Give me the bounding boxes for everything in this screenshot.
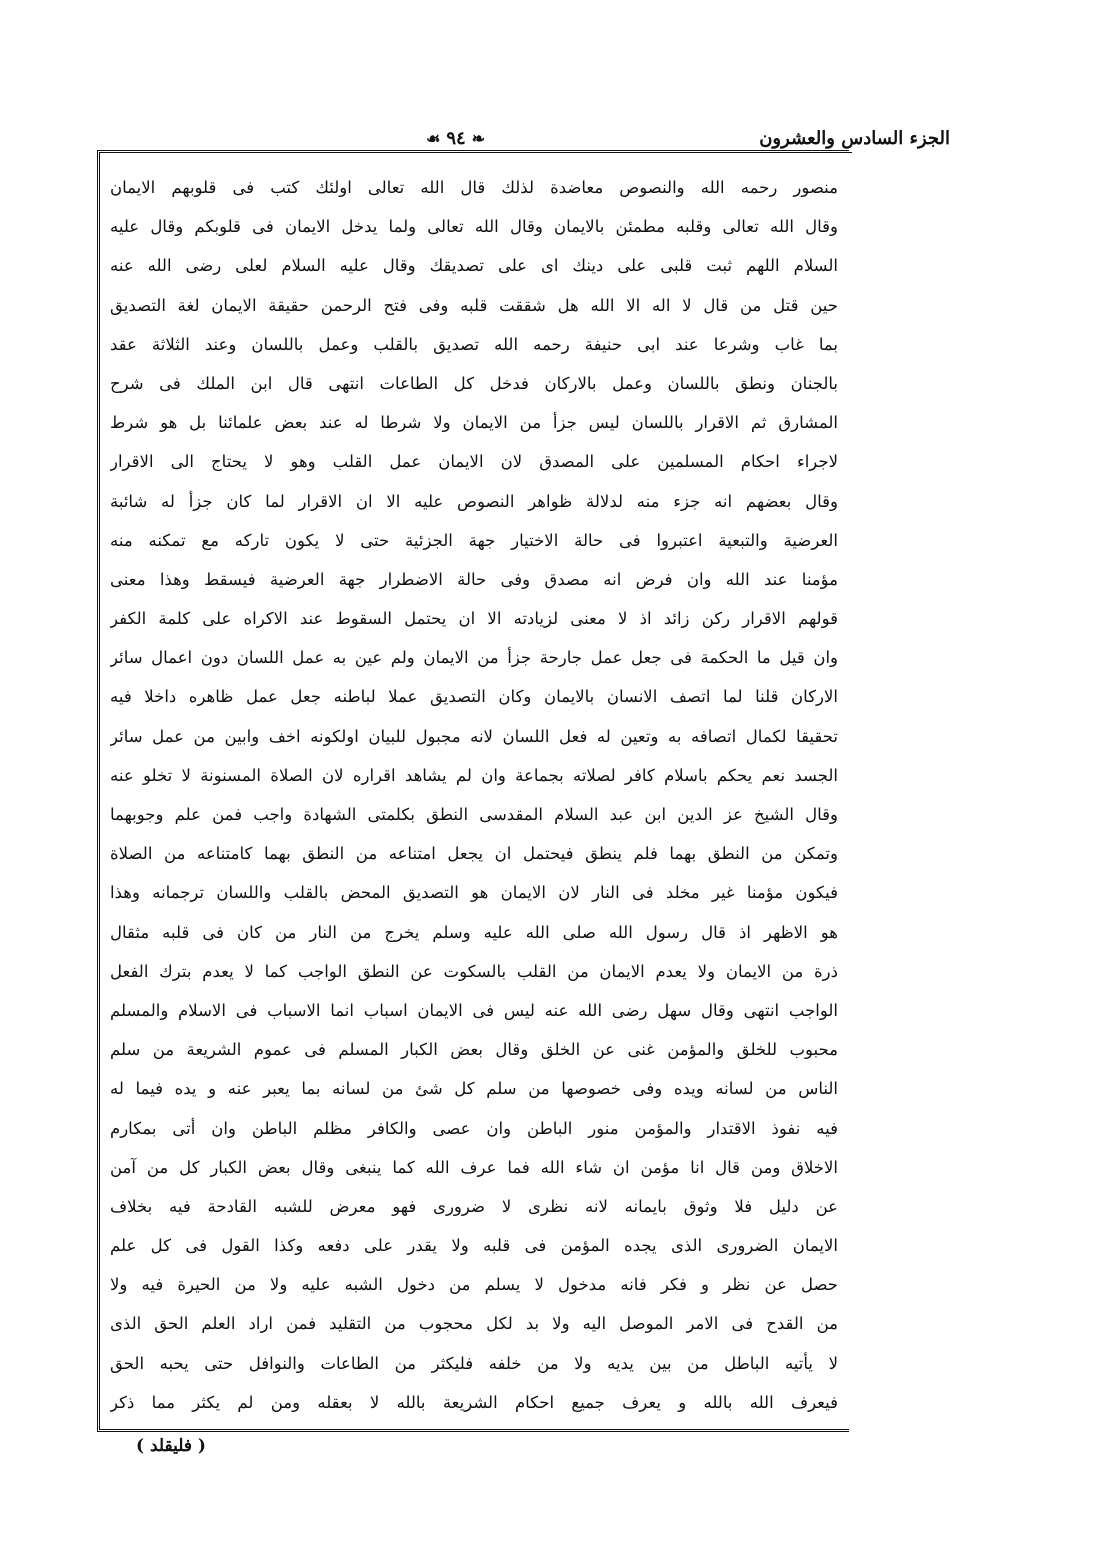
- text-line: الايمان الضرورى الذى يجده المؤمن فى قلبه ولا يقدر على دفعه وكذا القول فى كل علم: [110, 1236, 838, 1256]
- text-line: مؤمنا عند الله وان فرض انه مصدق وفى حالة الاضطرار جهة العرضية فيسقط وهذا معنى: [110, 569, 838, 589]
- text-line: فيكون مؤمنا غير مخلد فى النار لان الايمان هو التصديق المحض بالقلب واللسان ترجمانه وهذا: [110, 883, 838, 903]
- frame-top-rule: [100, 152, 852, 153]
- text-line: من القدح فى الامر الموصل اليه ولا بد لكل محجوب من التقليد فمن اراد العلم الحق الذى: [110, 1314, 838, 1334]
- text-line: فيعرف الله بالله و يعرف جميع احكام الشريعة بالله لا بعقله ومن لم يكثر مما ذكر: [110, 1392, 838, 1412]
- running-title: الجزء السادس والعشرون: [759, 128, 950, 149]
- text-line: الاخلاق ومن قال انا مؤمن ان شاء الله فما عرف الله كما ينبغى وقال بعض الكبار كل من آمن: [110, 1157, 838, 1177]
- text-line: وتمكن من النطق بهما فلم ينطق فيحتمل ان يجعل امتناعه من النطق بهما كامتناعه من الصلاة: [110, 844, 838, 864]
- text-line: وقال الله تعالى وقلبه مطمئن بالايمان وقال الله تعالى ولما يدخل الايمان فى قلوبكم وقال عليه: [110, 217, 838, 237]
- text-line: السلام اللهم ثبت قلبى على دينك اى على تصديقك وقال عليه السلام لعلى رضى الله عنه: [110, 256, 838, 276]
- text-line: الواجب انتهى وقال سهل رضى الله عنه ليس فى الايمان اسباب انما الاسباب فى الاسلام والمسلم: [110, 1000, 838, 1020]
- text-line: لاجراء احكام المسلمين على المصدق لان الايمان عمل القلب وهو لا يحتاج الى الاقرار: [110, 452, 838, 472]
- text-line: المشارق ثم الاقرار باللسان ليس جزأ من الايمان ولا شرطا له عند بعض علمائنا بل هو شرط: [110, 413, 838, 433]
- text-line: فيه نفوذ الاقتدار والمؤمن منور الباطن وان عصى والكافر مظلم الباطن وان أتى بمكارم: [110, 1118, 838, 1138]
- text-line: بما غاب وشرعا عند ابى حنيفة رحمه الله تصديق بالقلب وعمل باللسان وعند الثلاثة عقد: [110, 334, 838, 354]
- text-line: هو الاظهر اذ قال رسول الله صلى الله عليه وسلم يخرج من النار من كان فى قلبه مثقال: [110, 922, 838, 942]
- text-line: عن دليل فلا وثوق بايمانه لانه نظرى لا ضرورى فهو معرض للشبه القادحة فيه بخلاف: [110, 1196, 838, 1216]
- text-line: لا يأتيه الباطل من بين يديه ولا من خلفه فليكثر من الطاعات والنوافل حتى يحبه الحق: [110, 1353, 838, 1373]
- text-line: الجسد نعم يحكم باسلام كافر لصلاته بجماعة وان لم يشاهد اقراره لان الصلاة المسنونة لا تخلو عنه: [110, 765, 838, 785]
- text-line: وان قيل ما الحكمة فى جعل عمل جارحة جزأ من الايمان ولم عين به عمل اللسان دون اعمال سائر: [110, 648, 838, 668]
- text-line: منصور رحمه الله والنصوص معاضدة لذلك قال الله تعالى اولئك كتب فى قلوبهم الايمان: [110, 178, 838, 197]
- text-line: ذرة من الايمان ولا يعدم الايمان من القلب بالسكوت عن النطق الواجب كما لا يعدم بترك الفعل: [110, 961, 838, 981]
- text-line: قولهم الاقرار ركن زائد اذ لا معنى لزيادته الا ان يحتمل السقوط عند الاكراه على كلمة الكفر: [110, 609, 838, 629]
- text-line: بالجنان ونطق باللسان وعمل بالاركان فدخل كل الطاعات انتهى قال ابن الملك فى شرح: [110, 373, 838, 393]
- text-line: محبوب للخلق والمؤمن غنى عن الخلق وقال بعض الكبار المسلم فى عموم الشريعة من سلم: [110, 1040, 838, 1060]
- page-number-group: [420, 128, 491, 149]
- catchword: ( فليقلد ): [136, 1436, 206, 1456]
- ornament-left-icon: ❧: [471, 129, 486, 148]
- text-line: حين قتل من قال لا اله الا الله هل شققت قلبه وفى فتح الرحمن حقيقة الايمان لغة التصديق: [110, 295, 838, 315]
- text-line: وقال الشيخ عز الدين ابن عبد السلام المقدسى النطق بكلمتى الشهادة واجب فمن علم وجوبهما: [110, 805, 838, 824]
- text-line: الناس من لسانه ويده وفى خصوصها من سلم كل شئ من لسانه بما يعبر عنه و يده فيما له: [110, 1079, 838, 1099]
- text-line: الاركان قلنا لما اتصف الانسان بالايمان وكان التصديق عملا لباطنه جعل عمل ظاهره داخلا فيه: [110, 687, 838, 707]
- text-line: حصل عن نظر و فكر فانه مدخول لا يسلم من دخول الشبه عليه ولا من الحيرة فيه ولا: [110, 1275, 838, 1295]
- page-number: ٩٤: [446, 128, 466, 149]
- text-body: [110, 168, 838, 1418]
- text-line: العرضية والتبعية اعتبروا فى حالة الاختيار جهة الجزئية حتى لا يكون تاركه مع تمكنه منه: [110, 530, 838, 550]
- text-line: وقال بعضهم انه جزء منه لدلالة ظواهر النصوص عليه الا ان الاقرار لما كان جزأ له شائبة: [110, 491, 838, 511]
- text-line: تحقيقا لكمال اتصافه به وتعين له فعل اللسان لانه مجبول للبيان اولكونه اخف وابين من عمل سائر: [110, 726, 838, 746]
- ornament-right-icon: ☙: [426, 129, 441, 148]
